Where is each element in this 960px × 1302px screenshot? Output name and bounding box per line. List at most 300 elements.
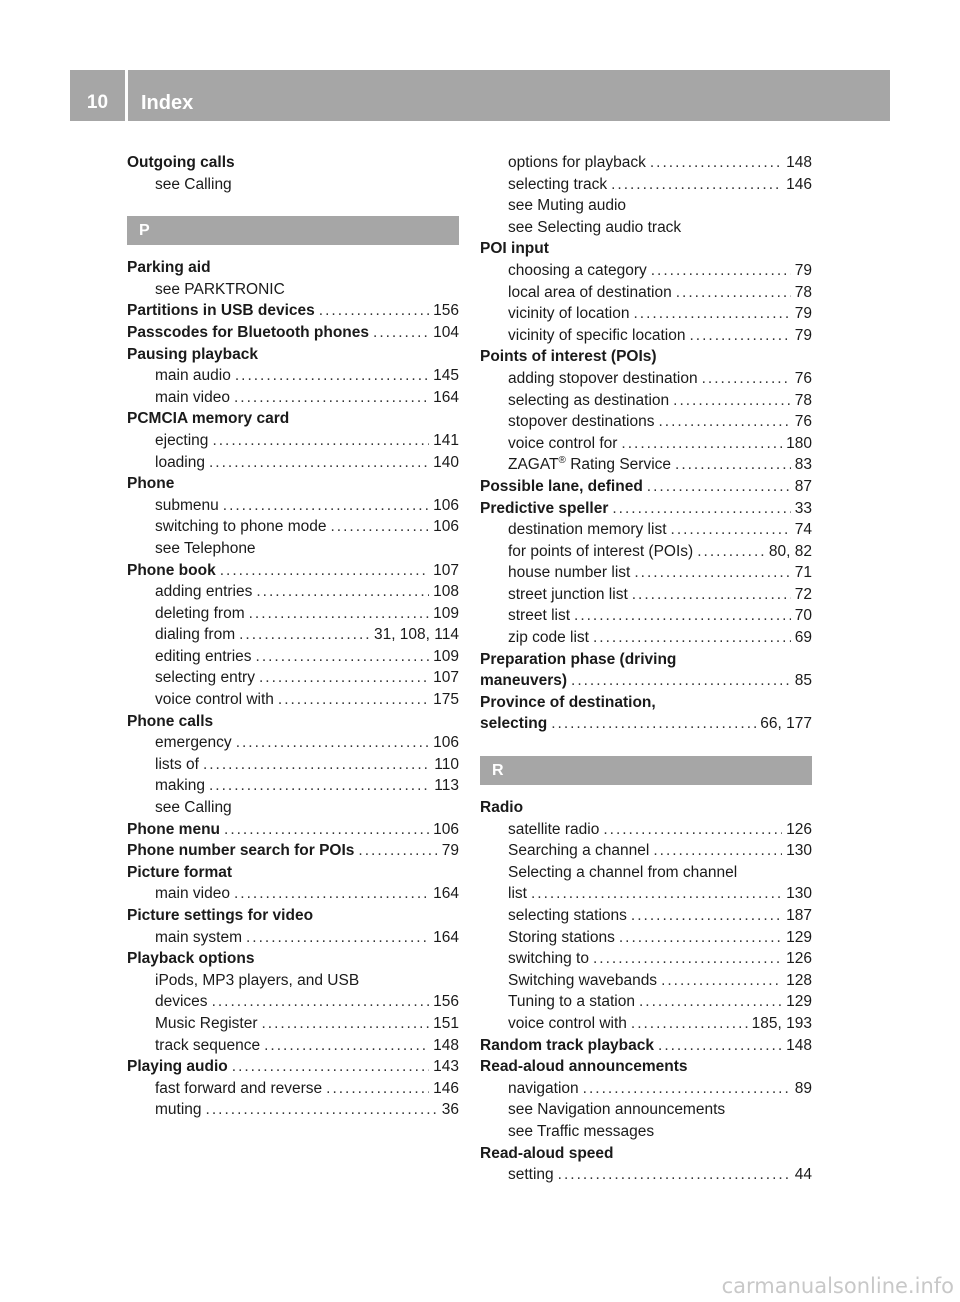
entry-text-main: emergency	[155, 734, 232, 752]
leader-dots	[671, 519, 791, 541]
leader-dots	[603, 819, 782, 841]
entry-text-main: main video	[155, 885, 230, 903]
leader-dots	[330, 516, 429, 538]
entry-text	[127, 905, 313, 927]
page-reference: 129	[786, 993, 812, 1011]
entry-text	[155, 646, 252, 668]
entry-text-main: adding stopover destination	[508, 369, 698, 387]
page-reference: 156	[433, 302, 459, 320]
index-subentry	[480, 1164, 812, 1186]
index-subentry	[127, 732, 459, 754]
index-subentry	[480, 368, 812, 390]
entry-text-main: editing entries	[155, 647, 252, 665]
leader-dots	[619, 927, 782, 949]
leader-dots	[621, 433, 782, 455]
page-reference: 71	[794, 564, 812, 582]
entry-text-main: fast forward and reverse	[155, 1079, 323, 1097]
entry-text-main: voice control with	[155, 691, 274, 709]
entry-text-main: stopover destinations	[508, 413, 655, 431]
entry-text-main: track sequence	[155, 1036, 261, 1054]
index-entry	[127, 322, 459, 344]
index-entry	[480, 1143, 812, 1165]
entry-text-main: see Calling	[155, 175, 232, 193]
index-subentry	[127, 754, 459, 776]
index-subentry	[127, 991, 459, 1013]
entry-text-main: Partitions in USB devices	[127, 302, 315, 320]
leader-dots	[650, 152, 782, 174]
leader-dots	[631, 1013, 748, 1035]
index-subentry	[127, 1013, 459, 1035]
page-reference: 72	[794, 585, 812, 603]
entry-text	[508, 411, 654, 433]
entry-text	[127, 300, 315, 322]
entry-text-main: options for playback	[508, 154, 646, 171]
entry-text-main: maneuvers)	[480, 672, 568, 690]
entry-text	[155, 1099, 202, 1121]
page-reference: 110	[434, 755, 459, 773]
entry-text	[508, 584, 628, 606]
entry-text-main: switching to phone mode	[155, 518, 327, 536]
entry-text-main: muting	[155, 1101, 202, 1119]
index-subentry	[127, 624, 459, 646]
page-reference: 140	[433, 453, 459, 471]
leader-dots	[319, 300, 429, 322]
section-letter-r: R	[480, 756, 812, 785]
page-reference: 187	[786, 907, 812, 924]
entry-text-main: Read-aloud announcements	[480, 1058, 688, 1076]
entry-text-main: choosing a category	[508, 261, 647, 279]
leader-dots	[593, 627, 791, 649]
entry-text	[127, 344, 258, 366]
entry-text-main: PCMCIA memory card	[127, 410, 290, 428]
entry-text-main: navigation	[508, 1079, 579, 1097]
entry-text	[480, 238, 549, 260]
entry-text-main: voice control with	[508, 1014, 627, 1032]
entry-text-main: see Selecting audio track	[508, 218, 682, 236]
entry-text-main: destination memory list	[508, 521, 667, 539]
leader-dots	[661, 970, 782, 992]
entry-text-main: street list	[508, 607, 571, 625]
entry-text	[127, 840, 354, 862]
entry-text-main: selecting	[480, 715, 548, 733]
entry-text	[155, 387, 230, 409]
entry-text	[155, 624, 235, 646]
entry-text-main: main system	[155, 928, 242, 946]
index-entry	[127, 152, 459, 174]
leader-dots	[203, 754, 430, 776]
index-entry	[480, 692, 812, 714]
entry-text	[127, 862, 232, 884]
leader-dots	[373, 322, 429, 344]
index-entry	[480, 498, 812, 520]
entry-text	[508, 819, 599, 841]
page-reference: 156	[433, 993, 459, 1011]
entry-text-main: POI input	[480, 240, 549, 258]
page-reference: 129	[786, 928, 812, 946]
entry-text	[508, 282, 672, 304]
index-entry	[127, 1056, 459, 1078]
entry-text	[155, 1013, 258, 1035]
page-reference: 141	[433, 431, 459, 449]
page-reference: 107	[433, 561, 459, 579]
page-reference: 143	[433, 1058, 459, 1076]
page-reference: 107	[433, 669, 459, 687]
leader-dots	[675, 454, 791, 476]
index-subentry	[480, 883, 812, 905]
leader-dots	[634, 562, 790, 584]
index-subentry	[480, 970, 812, 992]
entry-text-tail: Rating Service	[565, 456, 672, 474]
entry-text	[508, 390, 669, 412]
index-subentry	[480, 217, 812, 239]
leader-dots	[223, 495, 429, 517]
index-entry	[127, 408, 459, 430]
leader-dots	[702, 368, 791, 390]
entry-text	[155, 754, 199, 776]
entry-text-main: Tuning to a station	[508, 993, 635, 1011]
entry-text	[508, 260, 647, 282]
entry-text	[155, 495, 219, 517]
leader-dots	[220, 560, 429, 582]
leader-dots	[256, 581, 429, 603]
leader-dots	[206, 1099, 438, 1121]
entry-text-main: street junction list	[508, 585, 628, 603]
index-subentry	[127, 174, 459, 196]
entry-text	[508, 840, 649, 862]
entry-text	[508, 368, 698, 390]
page-reference: 79	[441, 842, 459, 860]
index-subentry	[127, 1035, 459, 1057]
entry-text	[127, 819, 220, 841]
leader-dots	[639, 991, 782, 1013]
entry-text	[127, 322, 369, 344]
index-entry	[127, 948, 459, 970]
entry-text	[127, 473, 174, 495]
page-reference: 109	[433, 604, 459, 622]
page-reference: 78	[794, 391, 812, 409]
entry-text	[127, 711, 213, 733]
leader-dots	[631, 905, 782, 927]
entry-text-main: Selecting a channel from channel	[508, 863, 738, 881]
page-reference: 148	[786, 154, 812, 171]
page-reference: 79	[794, 326, 812, 344]
page-reference: 151	[433, 1014, 459, 1032]
index-entry	[480, 1056, 812, 1078]
entry-text	[127, 408, 289, 430]
entry-text	[480, 1035, 654, 1057]
entry-text-main: Picture settings for video	[127, 907, 314, 924]
leader-dots	[651, 260, 791, 282]
leader-dots	[531, 883, 782, 905]
entry-text	[508, 1164, 554, 1186]
entry-text	[155, 991, 208, 1013]
entry-text	[155, 538, 256, 560]
entry-text-main: vicinity of specific location	[508, 326, 686, 344]
entry-text-main: Read-aloud speed	[480, 1144, 614, 1162]
index-subentry	[480, 390, 812, 412]
leader-dots	[212, 991, 430, 1013]
entry-text-main: ZAGAT	[508, 456, 559, 474]
page-reference: 87	[794, 477, 812, 495]
entry-text	[155, 883, 230, 905]
index-entry	[480, 797, 812, 819]
entry-text-main: Phone	[127, 475, 175, 493]
entry-text	[155, 174, 232, 196]
page-reference: 109	[433, 647, 459, 665]
index-entry	[480, 238, 812, 260]
entry-text-main: iPods, MP3 players, and USB	[155, 971, 360, 989]
index-subentry	[480, 819, 812, 841]
leader-dots	[235, 365, 429, 387]
section-letter-p: P	[127, 216, 459, 245]
entry-text	[155, 603, 245, 625]
page-reference: 175	[433, 691, 459, 709]
index-subentry	[480, 519, 812, 541]
leader-dots	[236, 732, 429, 754]
leader-dots	[697, 541, 765, 563]
leader-dots	[234, 387, 429, 409]
entry-text-main: setting	[508, 1166, 554, 1184]
index-subentry	[480, 1013, 812, 1035]
entry-text	[155, 732, 232, 754]
entry-text	[480, 692, 656, 714]
index-subentry	[480, 260, 812, 282]
index-subentry	[127, 581, 459, 603]
entry-text-main: main video	[155, 388, 230, 406]
index-subentry	[480, 627, 812, 649]
leader-dots	[558, 1164, 791, 1186]
entry-text	[508, 627, 589, 649]
leader-dots	[658, 1035, 782, 1057]
entry-text-main: deleting from	[155, 604, 245, 622]
index-subentry	[127, 430, 459, 452]
index-subentry	[127, 387, 459, 409]
index-subentry	[127, 365, 459, 387]
entry-text-main: house number list	[508, 564, 631, 582]
leader-dots	[212, 430, 429, 452]
index-subentry	[480, 605, 812, 627]
page-reference: 164	[433, 885, 459, 903]
entry-text	[508, 303, 629, 325]
entry-text-main: Possible lane, defined	[480, 477, 643, 495]
registered-mark: ®	[558, 455, 566, 467]
leader-dots	[551, 713, 756, 735]
entry-text	[480, 498, 608, 520]
index-subentry	[480, 325, 812, 347]
leader-dots	[358, 840, 437, 862]
page-reference: 31, 108, 114	[373, 626, 459, 644]
index-subentry	[127, 452, 459, 474]
entry-text	[127, 948, 254, 970]
index-entry	[127, 819, 459, 841]
entry-text	[127, 257, 211, 279]
entry-text-main: Predictive speller	[480, 499, 609, 517]
index-subentry	[480, 584, 812, 606]
page-reference: 69	[794, 629, 812, 647]
entry-text	[508, 1078, 579, 1100]
entry-text-main: list	[508, 885, 527, 903]
page-reference: 180	[786, 434, 812, 452]
index-entry	[127, 862, 459, 884]
leader-dots	[246, 927, 429, 949]
leader-dots	[249, 603, 430, 625]
entry-text-main: lists of	[155, 755, 199, 773]
page-reference: 89	[794, 1079, 812, 1097]
leader-dots	[278, 689, 429, 711]
index-subentry	[480, 1078, 812, 1100]
entry-text-main: see Telephone	[155, 539, 256, 557]
index-subentry	[480, 862, 812, 884]
entry-text	[508, 883, 527, 905]
entry-text-main: submenu	[155, 496, 219, 514]
entry-text	[480, 1143, 614, 1165]
entry-text-main: Preparation phase (driving	[480, 650, 677, 668]
entry-text	[508, 927, 615, 949]
entry-text-main: selecting as destination	[508, 391, 670, 409]
page-reference: 66, 177	[760, 715, 812, 733]
index-entry	[480, 346, 812, 368]
entry-text	[508, 562, 630, 584]
entry-text	[508, 970, 657, 992]
page-title: Index	[141, 92, 194, 114]
page-reference: 106	[433, 496, 459, 514]
entry-text-main: making	[155, 777, 205, 795]
entry-text	[155, 689, 274, 711]
entry-text-main: see Muting audio	[508, 197, 627, 215]
page-reference: 148	[786, 1036, 812, 1054]
leader-dots	[593, 948, 782, 970]
page-reference: 130	[786, 885, 812, 903]
entry-text-main: see Navigation announcements	[508, 1101, 726, 1119]
entry-text	[508, 948, 589, 970]
entry-text	[155, 927, 242, 949]
page-reference: 108	[433, 583, 459, 601]
page-reference: 79	[794, 305, 812, 323]
page-number: 10	[70, 70, 128, 121]
entry-text	[127, 1056, 228, 1078]
page-reference: 185, 193	[751, 1014, 812, 1032]
entry-text-main: voice control for	[508, 434, 618, 452]
entry-text-main: Pausing playback	[127, 345, 258, 363]
entry-text-main: Picture format	[127, 863, 233, 881]
index-entry	[127, 257, 459, 279]
page-reference: 146	[433, 1079, 459, 1097]
index-entry	[480, 649, 812, 671]
entry-text-main: selecting stations	[508, 907, 627, 924]
page-reference: 146	[786, 175, 812, 193]
leader-dots	[673, 390, 791, 412]
entry-text-main: selecting track	[508, 175, 608, 193]
entry-text	[480, 649, 676, 671]
entry-text-main: see PARKTRONIC	[155, 280, 285, 298]
entry-text	[508, 1013, 627, 1035]
leader-dots	[611, 174, 782, 196]
index-column-left	[127, 152, 459, 1121]
leader-dots	[633, 303, 790, 325]
leader-dots	[262, 1013, 430, 1035]
index-entry	[127, 300, 459, 322]
index-subentry	[127, 927, 459, 949]
entry-text	[155, 430, 208, 452]
entry-text-main: Outgoing calls	[127, 154, 235, 171]
entry-text-main: Phone menu	[127, 820, 221, 838]
page-reference: 80, 82	[768, 542, 812, 560]
index-entry	[127, 560, 459, 582]
entry-text	[508, 605, 570, 627]
entry-text	[508, 195, 626, 217]
index-subentry	[480, 927, 812, 949]
entry-text-main: Province of destination,	[480, 693, 656, 711]
index-subentry	[127, 495, 459, 517]
page-reference: 79	[794, 261, 812, 279]
index-subentry	[480, 840, 812, 862]
entry-text-main: selecting entry	[155, 669, 255, 687]
leader-dots	[209, 775, 430, 797]
entry-text-main: Searching a channel	[508, 842, 650, 860]
index-entry	[480, 713, 812, 735]
entry-text	[155, 1035, 260, 1057]
entry-text	[508, 325, 685, 347]
page-reference: 106	[433, 820, 459, 838]
entry-text-main: Storing stations	[508, 928, 615, 946]
index-subentry	[127, 797, 459, 819]
entry-text	[508, 1099, 725, 1121]
page-reference: 113	[434, 777, 459, 795]
leader-dots	[232, 1056, 429, 1078]
leader-dots	[571, 670, 791, 692]
entry-text	[155, 279, 285, 301]
entry-text-main: Phone number search for POIs	[127, 842, 355, 860]
page-reference: 70	[794, 607, 812, 625]
index-subentry	[127, 775, 459, 797]
entry-text	[155, 970, 359, 992]
index-subentry	[480, 991, 812, 1013]
index-subentry	[127, 538, 459, 560]
entry-text	[508, 152, 646, 174]
entry-text	[155, 1078, 322, 1100]
entry-text	[508, 1121, 654, 1143]
entry-text-main: loading	[155, 453, 205, 471]
entry-text-main: Switching wavebands	[508, 971, 658, 989]
index-entry	[480, 476, 812, 498]
index-entry	[480, 1035, 812, 1057]
entry-text	[480, 476, 643, 498]
leader-dots	[224, 819, 429, 841]
entry-text	[155, 775, 205, 797]
entry-text	[508, 541, 693, 563]
entry-text-main: for points of interest (POIs)	[508, 542, 694, 560]
page-header	[70, 70, 890, 121]
index-subentry	[480, 303, 812, 325]
index-subentry	[480, 562, 812, 584]
page-reference: 106	[433, 518, 459, 536]
entry-text-main: zip code list	[508, 629, 589, 647]
page-reference: 83	[794, 456, 812, 474]
index-subentry	[127, 1099, 459, 1121]
entry-text	[480, 1056, 688, 1078]
index-subentry	[127, 970, 459, 992]
leader-dots	[658, 411, 790, 433]
entry-text-main: Music Register	[155, 1014, 258, 1032]
index-column-right	[480, 152, 812, 1186]
index-subentry	[480, 282, 812, 304]
entry-text	[127, 152, 235, 174]
index-subentry	[127, 603, 459, 625]
entry-text	[155, 797, 232, 819]
entry-text	[508, 905, 627, 927]
entry-text	[508, 862, 737, 884]
page-reference: 106	[433, 734, 459, 752]
